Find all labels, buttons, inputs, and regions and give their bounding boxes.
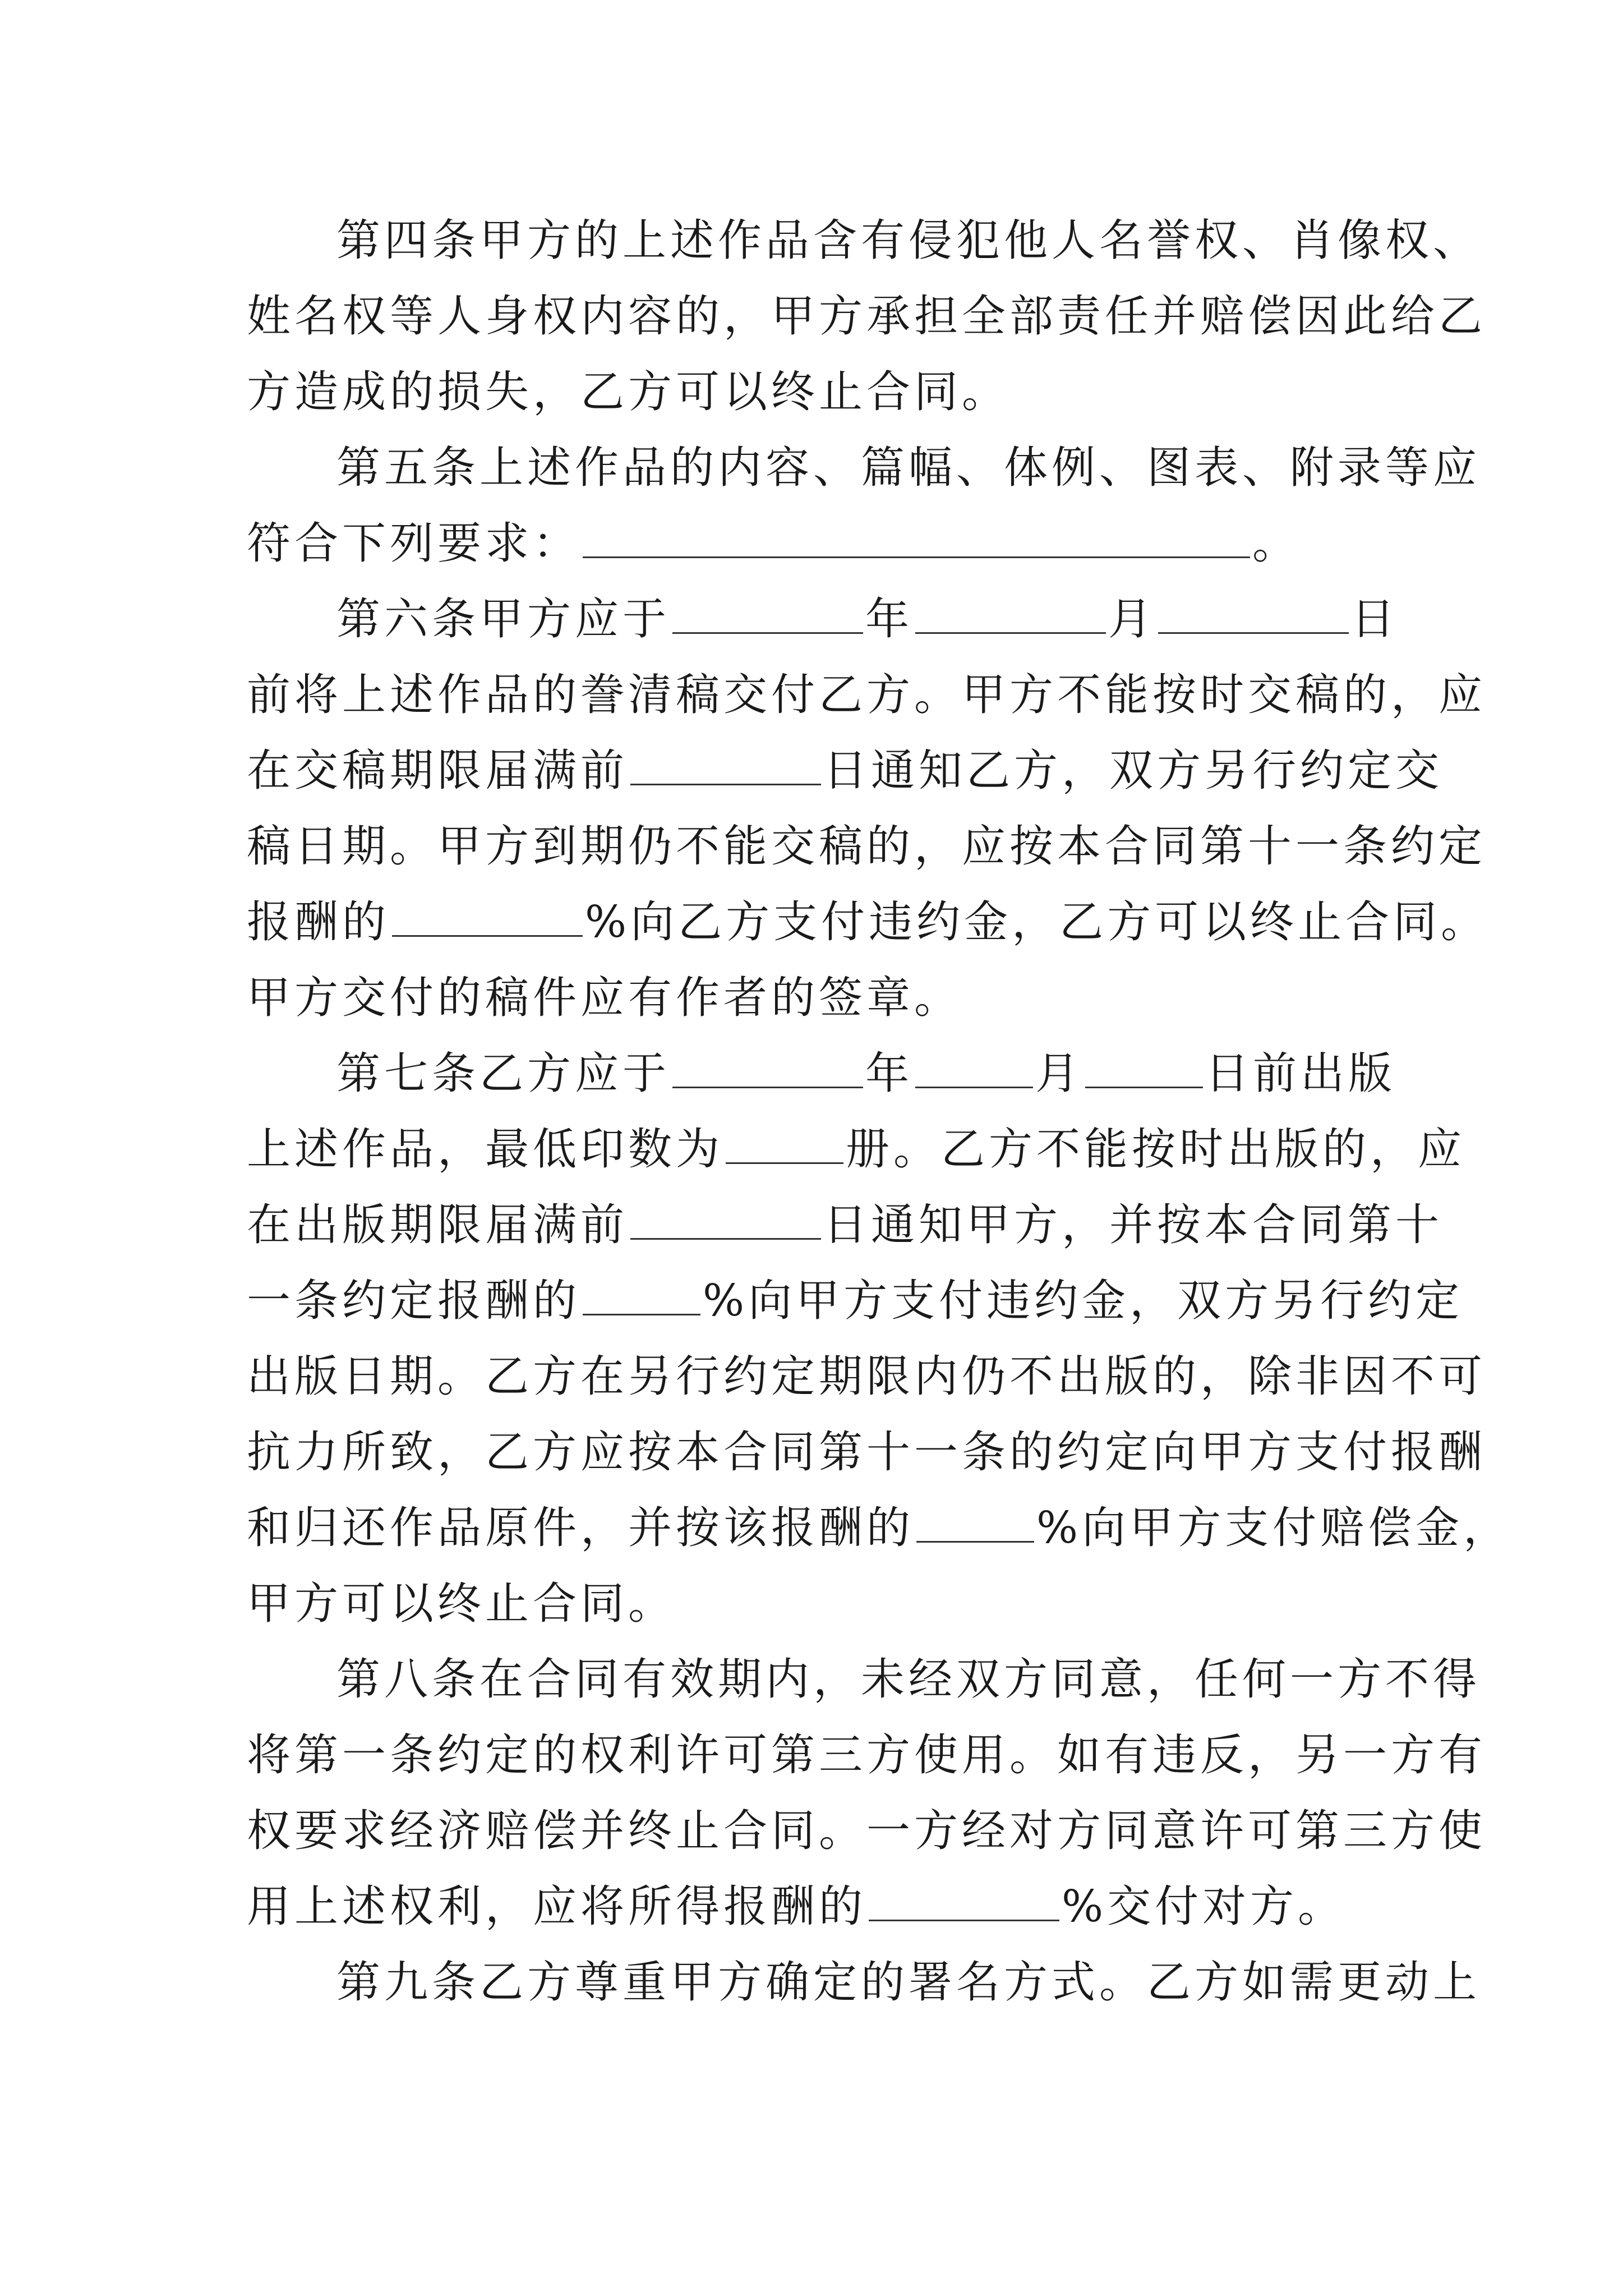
compensation-percent-blank bbox=[916, 1506, 1034, 1543]
article-6-line-5 bbox=[247, 885, 1489, 960]
article-6-line-3-text: 在交稿期限届满前 bbox=[247, 746, 629, 796]
article-5-line-2-text: 符合下列要求： bbox=[247, 518, 581, 569]
article-6-line-5-rest: %向乙方支付违约金，乙方可以终止合同。 bbox=[585, 897, 1489, 947]
requirements-blank bbox=[583, 522, 1250, 558]
article-7-line-4-rest: %向甲方支付违约金，双方另行约定 bbox=[703, 1276, 1464, 1326]
article-7-line-2-rest: 册。乙方不能按时出版的，应 bbox=[846, 1124, 1466, 1175]
article-4-line-2: 姓名权等人身权内容的，甲方承担全部责任并赔偿因此给乙 bbox=[247, 291, 1487, 342]
month-label: 月 bbox=[1035, 1048, 1083, 1099]
article-8-line-4-rest: %交付对方。 bbox=[1062, 1881, 1346, 1932]
article-6-line-3 bbox=[247, 733, 1444, 809]
article-7-line-4-text: 一条约定报酬的 bbox=[247, 1276, 581, 1326]
article-8-line-2: 将第一条约定的权利许可第三方使用。如有违反，另一方有 bbox=[247, 1730, 1487, 1780]
month-label: 月 bbox=[1108, 594, 1156, 645]
delivery-month-blank bbox=[915, 597, 1106, 634]
article-6-line-1 bbox=[247, 582, 1399, 657]
article-7-line-7 bbox=[247, 1490, 1511, 1566]
notice-days-blank bbox=[630, 749, 821, 785]
article-7-line-7-text: 和归还作品原件，并按该报酬的 bbox=[247, 1503, 915, 1553]
year-label: 年 bbox=[865, 1048, 914, 1099]
delivery-day-blank bbox=[1158, 597, 1349, 634]
article-8-line-4-text: 用上述权利，应将所得报酬的 bbox=[247, 1881, 867, 1932]
article-5-line-1: 第五条上述作品的内容、篇幅、体例、图表、附录等应 bbox=[336, 443, 1481, 493]
article-8-line-3: 权要求经济赔偿并终止合同。一方经对方同意许可第三方使 bbox=[247, 1806, 1487, 1856]
min-print-run-blank bbox=[726, 1128, 843, 1164]
article-6-line-5-text: 报酬的 bbox=[247, 897, 390, 947]
article-9-line-1: 第九条乙方尊重甲方确定的署名方式。乙方如需更动上 bbox=[336, 1957, 1481, 2008]
article-8-line-4 bbox=[247, 1869, 1385, 1945]
article-7-line-1 bbox=[247, 1036, 1396, 1112]
licensing-share-percent-blank bbox=[869, 1885, 1059, 1921]
year-label: 年 bbox=[865, 594, 914, 645]
article-6-line-6: 甲方交付的稿件应有作者的签章。 bbox=[247, 973, 962, 1023]
article-7-line-3-text: 在出版期限届满前 bbox=[247, 1200, 629, 1250]
article-7-line-5: 出版日期。乙方在另行约定期限内仍不出版的，除非因不可 bbox=[247, 1351, 1487, 1402]
article-6-line-1-text: 第六条甲方应于 bbox=[336, 594, 671, 645]
article-5-line-2 bbox=[247, 506, 1385, 582]
article-7-line-1-text: 第七条乙方应于 bbox=[336, 1048, 671, 1099]
article-7-line-2-text: 上述作品，最低印数为 bbox=[247, 1124, 724, 1175]
article-6-line-3-rest: 日通知乙方，双方另行约定交 bbox=[823, 746, 1444, 796]
publish-penalty-percent-blank bbox=[583, 1279, 700, 1315]
contract-body bbox=[247, 203, 1511, 2021]
article-4-line-3: 方造成的损失，乙方可以终止合同。 bbox=[247, 367, 1010, 417]
article-8-line-1: 第八条在合同有效期内，未经双方同意，任何一方不得 bbox=[336, 1654, 1481, 1705]
article-6-line-2: 前将上述作品的誊清稿交付乙方。甲方不能按时交稿的，应 bbox=[247, 670, 1487, 720]
publish-day-blank bbox=[1085, 1052, 1203, 1088]
article-7-line-2 bbox=[247, 1112, 1466, 1188]
penalty-percent-blank bbox=[392, 900, 583, 937]
article-7-line-6: 抗力所致，乙方应按本合同第十一条的约定向甲方支付报酬 bbox=[247, 1427, 1487, 1478]
article-7-line-1-rest: 日前出版 bbox=[1205, 1048, 1396, 1099]
day-label: 日 bbox=[1351, 594, 1399, 645]
publish-month-blank bbox=[915, 1052, 1033, 1088]
delivery-year-blank bbox=[672, 597, 863, 634]
article-4-line-1: 第四条甲方的上述作品含有侵犯他人名誉权、肖像权、 bbox=[336, 215, 1481, 266]
publish-notice-days-blank bbox=[630, 1203, 821, 1240]
article-6-line-4: 稿日期。甲方到期仍不能交稿的，应按本合同第十一条约定 bbox=[247, 821, 1487, 872]
publish-year-blank bbox=[672, 1052, 863, 1088]
article-7-line-4 bbox=[247, 1263, 1464, 1339]
article-7-line-8: 甲方可以终止合同。 bbox=[247, 1579, 676, 1629]
article-7-line-3-rest: 日通知甲方，并按本合同第十 bbox=[823, 1200, 1444, 1250]
article-7-line-7-rest: %向甲方支付赔偿金， bbox=[1036, 1503, 1511, 1553]
article-5-line-2-end: 。 bbox=[1252, 518, 1301, 569]
article-7-line-3 bbox=[247, 1188, 1444, 1263]
